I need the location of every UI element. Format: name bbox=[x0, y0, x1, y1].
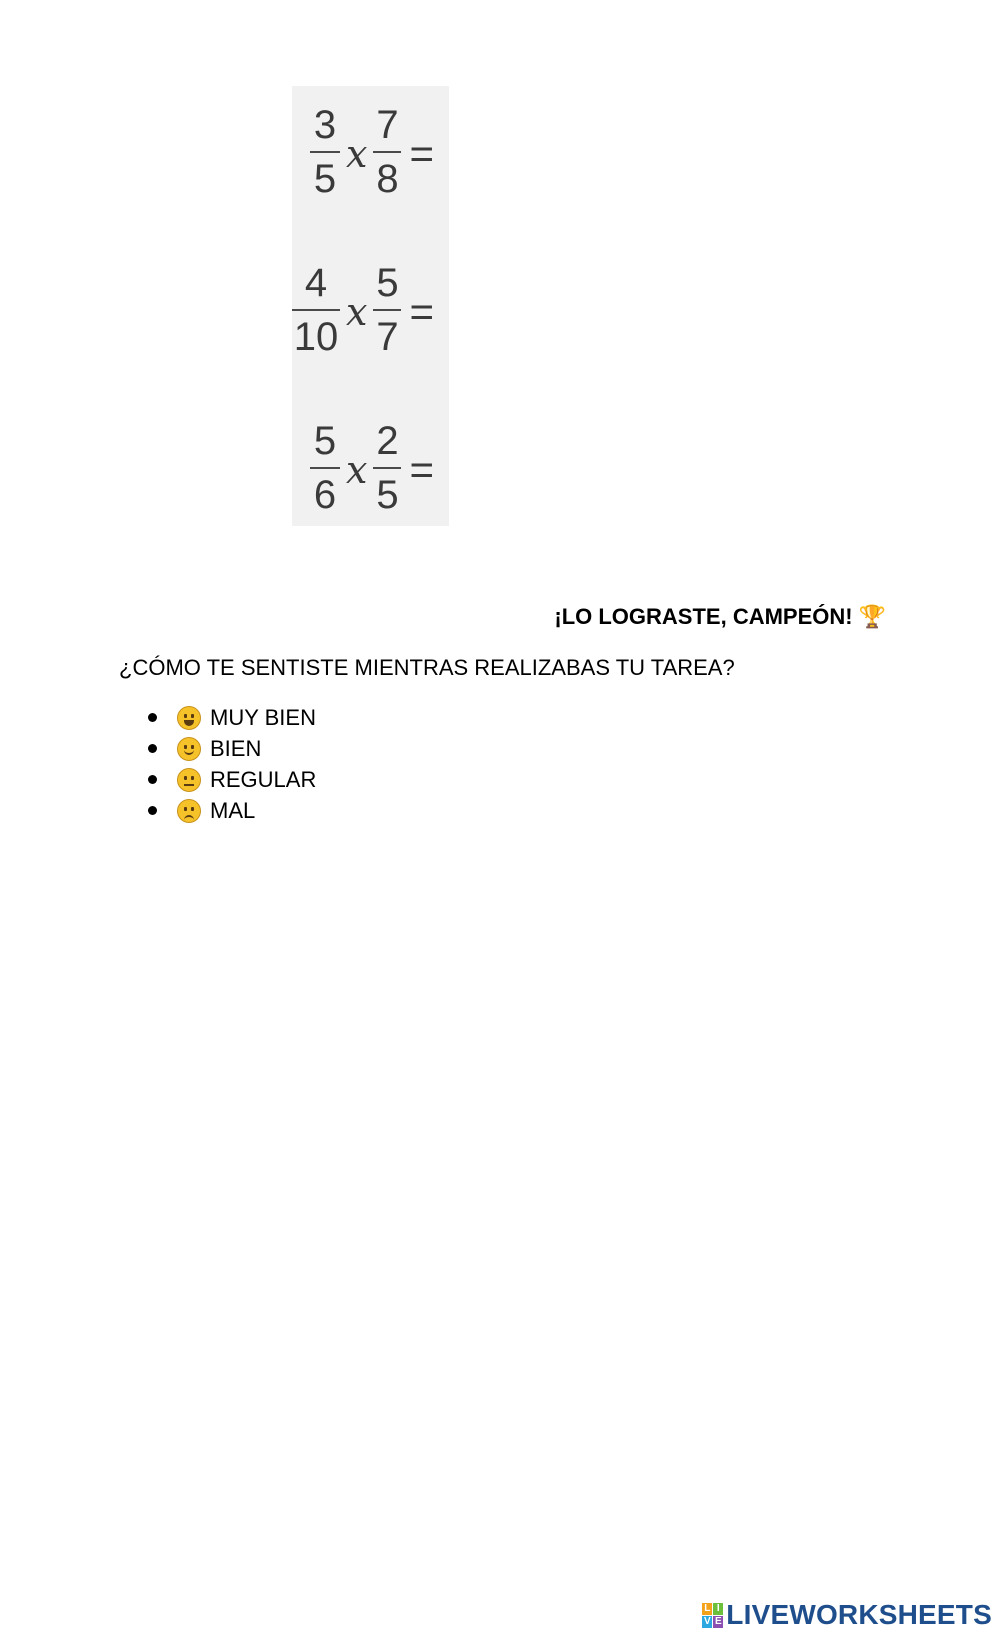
denominator: 5 bbox=[376, 473, 399, 517]
grinning-face-icon bbox=[177, 706, 201, 730]
exercise-3 bbox=[292, 408, 449, 528]
option-mal bbox=[148, 795, 316, 826]
numerator: 2 bbox=[376, 419, 399, 463]
option-label: REGULAR bbox=[210, 766, 317, 792]
fraction-bar bbox=[292, 309, 340, 311]
fraction-a bbox=[310, 421, 340, 515]
option-muy-bien bbox=[148, 702, 316, 733]
fraction-b bbox=[373, 263, 401, 357]
equals-sign: = bbox=[409, 288, 434, 335]
denominator: 8 bbox=[376, 157, 399, 201]
logo-text: LIVEWORKSHEETS bbox=[726, 1599, 992, 1630]
slightly-smiling-face-icon bbox=[177, 737, 201, 761]
denominator: 6 bbox=[313, 473, 337, 517]
fraction-a bbox=[310, 105, 340, 199]
option-bien bbox=[148, 733, 316, 764]
numerator: 3 bbox=[313, 103, 337, 147]
congrats-text: ¡LO LOGRASTE, CAMPEÓN! bbox=[554, 604, 853, 629]
multiply-sign: x bbox=[346, 290, 368, 334]
trophy-icon: 🏆 bbox=[858, 604, 886, 629]
bullet-icon bbox=[148, 744, 157, 753]
denominator: 7 bbox=[376, 315, 399, 359]
fraction-bar bbox=[373, 467, 401, 469]
option-label: BIEN bbox=[210, 735, 262, 761]
feeling-question: ¿CÓMO TE SENTISTE MIENTRAS REALIZABAS TU TAREA? bbox=[119, 655, 735, 680]
fraction-bar bbox=[373, 309, 401, 311]
denominator: 5 bbox=[313, 157, 337, 201]
multiply-sign: x bbox=[346, 132, 368, 176]
equals-sign: = bbox=[409, 446, 434, 493]
exercise-1 bbox=[292, 92, 449, 212]
numerator: 4 bbox=[304, 261, 328, 305]
fraction-bar bbox=[310, 151, 340, 153]
numerator: 5 bbox=[376, 261, 399, 305]
fraction-a bbox=[292, 263, 340, 357]
bullet-icon bbox=[148, 806, 157, 815]
fraction-b bbox=[373, 421, 401, 515]
slightly-frowning-face-icon bbox=[177, 799, 201, 823]
fraction-bar bbox=[310, 467, 340, 469]
neutral-face-icon bbox=[177, 768, 201, 792]
multiply-sign: x bbox=[346, 448, 368, 492]
numerator: 7 bbox=[376, 103, 399, 147]
equals-sign: = bbox=[409, 130, 434, 177]
denominator: 10 bbox=[293, 315, 339, 359]
option-regular bbox=[148, 764, 316, 795]
option-label: MAL bbox=[210, 797, 256, 823]
bullet-icon bbox=[148, 775, 157, 784]
numerator: 5 bbox=[313, 419, 337, 463]
logo-mark-icon: L I V E bbox=[703, 1602, 722, 1627]
exercise-2 bbox=[292, 250, 449, 370]
feeling-options-list bbox=[148, 702, 316, 826]
fraction-bar bbox=[373, 151, 401, 153]
liveworksheets-logo bbox=[702, 1599, 992, 1631]
congrats-heading bbox=[0, 604, 886, 630]
bullet-icon bbox=[148, 713, 157, 722]
fraction-b bbox=[373, 105, 401, 199]
fraction-exercises-image bbox=[292, 86, 449, 526]
option-label: MUY BIEN bbox=[210, 704, 316, 730]
